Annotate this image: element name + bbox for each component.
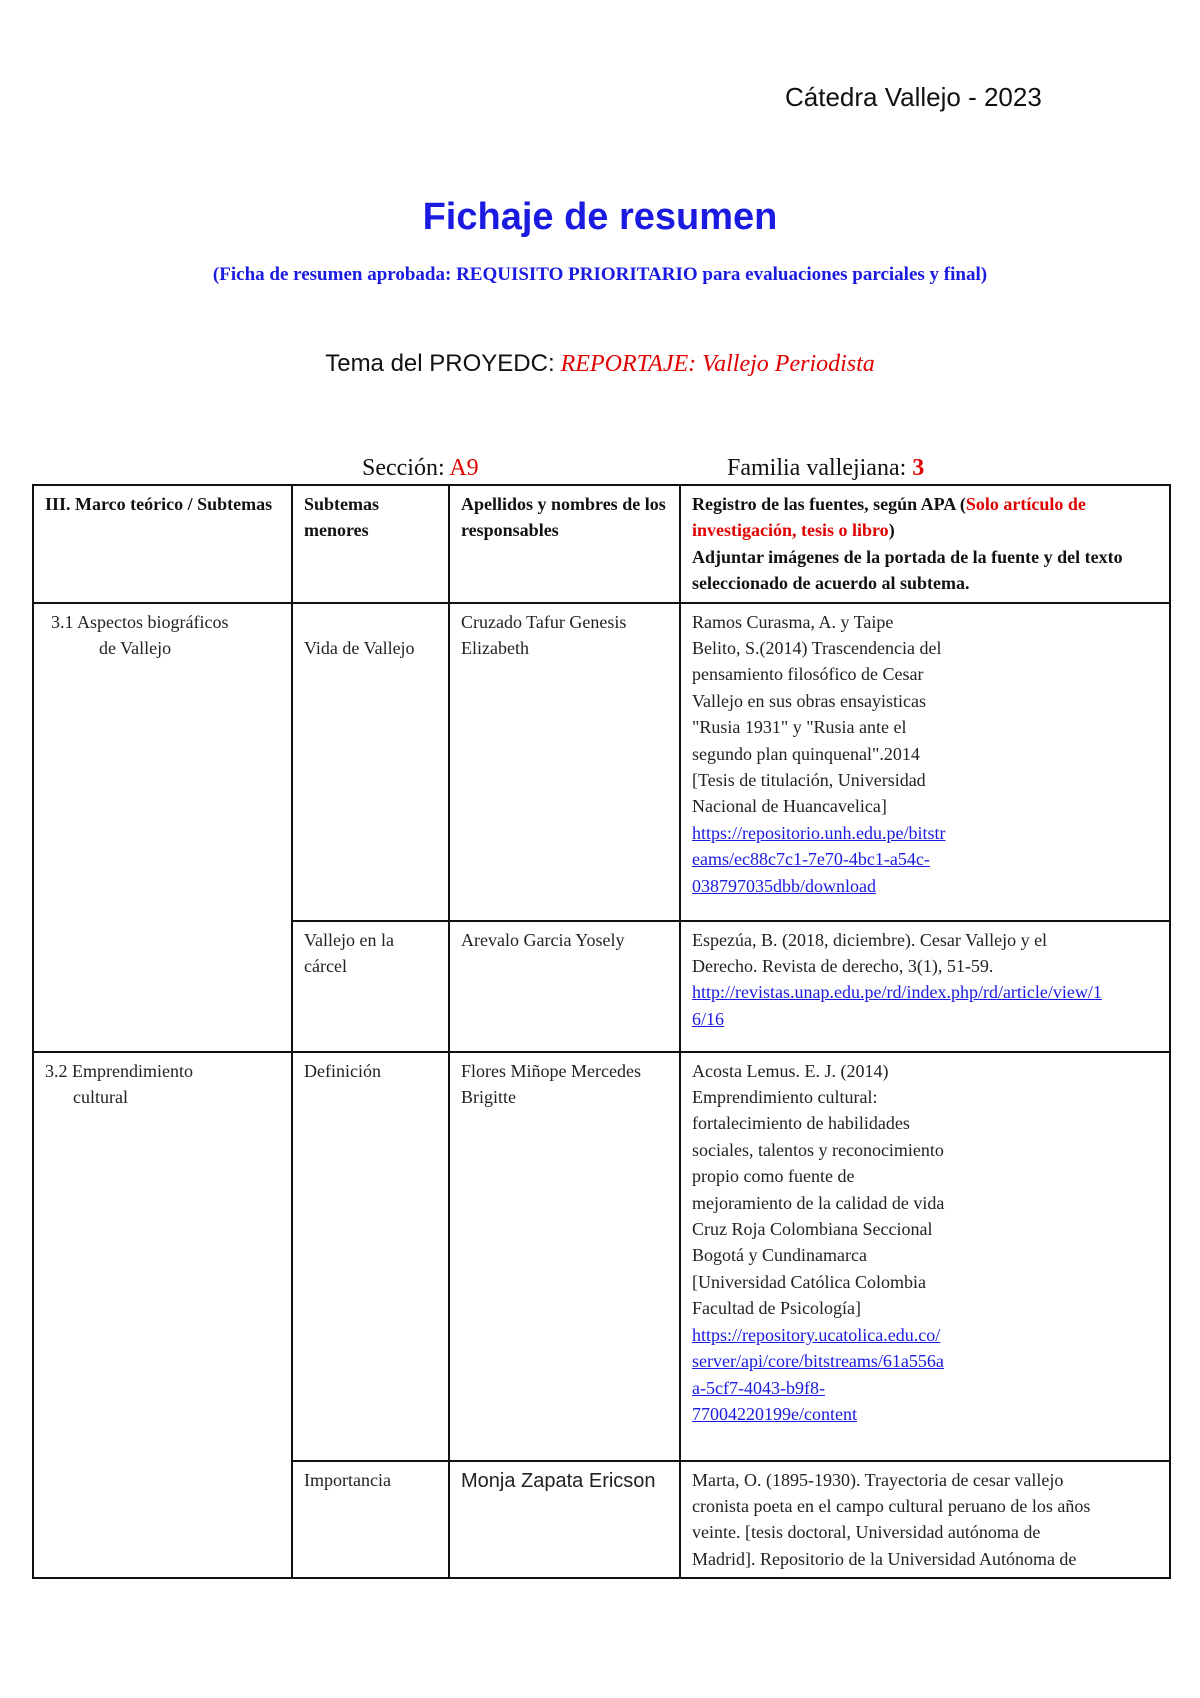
source-link[interactable]: a-5cf7-4043-b9f8-: [692, 1377, 825, 1398]
header-sources-close: ): [888, 520, 895, 541]
source-line: [Universidad Católica Colombia: [692, 1271, 926, 1292]
responsible-name: Monja Zapata Ericson: [461, 1469, 656, 1492]
source-link[interactable]: 6/16: [692, 1008, 725, 1029]
section-label: Sección:: [362, 455, 445, 481]
source-line: Bogotá y Cundinamarca: [692, 1245, 867, 1266]
source-line: sociales, talentos y reconocimiento: [692, 1139, 944, 1160]
page-subtitle: (Ficha de resumen aprobada: REQUISITO PRIORITARIO para evaluaciones parciales y final): [212, 264, 988, 285]
source-line: "Rusia 1931" y "Rusia ante el: [692, 717, 907, 738]
section-info: [362, 455, 479, 482]
source-line: Espezúa, B. (2018, diciembre). Cesar Vallejo y el: [692, 929, 1048, 950]
subtopic-label: Vida de Vallejo: [304, 637, 415, 658]
source-link[interactable]: https://repository.ucatolica.edu.co/: [692, 1324, 941, 1345]
topic-cell: [33, 603, 292, 1052]
topic-number: 3.2: [45, 1060, 68, 1081]
family-value: 3: [912, 455, 925, 481]
source-cell: [680, 1461, 1170, 1579]
source-line: veinte. [tesis doctoral, Universidad autónoma de: [692, 1522, 1041, 1543]
header-cell-subtopics: Subtemas menores: [292, 485, 449, 603]
source-link[interactable]: 77004220199e/content: [692, 1403, 857, 1424]
table-header-row: [33, 485, 1170, 603]
source-link[interactable]: 038797035dbb/download: [692, 875, 876, 896]
source-line: Marta, O. (1895-1930). Trayectoria de cesar vallejo: [692, 1469, 1064, 1490]
responsible-cell: Cruzado Tafur Genesis Elizabeth: [449, 603, 680, 921]
source-line: propio como fuente de: [692, 1166, 855, 1187]
project-theme: [0, 350, 1200, 378]
source-line: segundo plan quinquenal".2014: [692, 743, 920, 764]
source-link[interactable]: server/api/core/bitstreams/61a556a: [692, 1351, 944, 1372]
family-info: [727, 455, 924, 482]
source-line: fortalecimiento de habilidades: [692, 1113, 910, 1134]
topic-number: 3.1: [51, 611, 74, 632]
source-line: Vallejo en sus obras ensayisticas: [692, 690, 926, 711]
source-link[interactable]: http://revistas.unap.edu.pe/rd/index.php/rd/article/view/1: [692, 982, 1102, 1003]
header-cell-theory: III. Marco teórico / Subtemas: [33, 485, 292, 603]
source-line: cronista poeta en el campo cultural peruano de los años: [692, 1496, 1091, 1517]
topic-title-line1: Aspectos biográficos: [77, 611, 229, 632]
topic-title-line2: de Vallejo: [99, 638, 172, 659]
page-title: Fichaje de resumen: [422, 196, 778, 238]
header-cell-sources: [680, 485, 1170, 603]
responsible-cell: Arevalo Garcia Yosely: [449, 921, 680, 1052]
source-link[interactable]: https://repositorio.unh.edu.pe/bitstr: [692, 822, 946, 843]
source-line: Madrid]. Repositorio de la Universidad Autónoma de: [692, 1548, 1077, 1569]
subtopic-cell: Definición: [292, 1052, 449, 1461]
source-line: Facultad de Psicología]: [692, 1298, 861, 1319]
topic-title-line2: cultural: [73, 1087, 128, 1108]
responsible-cell: [449, 1461, 680, 1579]
table-row: [33, 603, 1170, 921]
source-link[interactable]: eams/ec88c7c1-7e70-4bc1-a54c-: [692, 849, 930, 870]
source-line: mejoramiento de la calidad de vida: [692, 1192, 945, 1213]
subtopic-cell: Importancia: [292, 1461, 449, 1579]
course-header: Cátedra Vallejo - 2023: [785, 82, 1042, 112]
source-line: pensamiento filosófico de Cesar: [692, 664, 924, 685]
source-line: Belito, S.(2014) Trascendencia del: [692, 638, 942, 659]
header-sources-instruction: Adjuntar imágenes de la portada de la fuente y del texto seleccionado de acuerdo al subtema.: [692, 546, 1123, 594]
source-cell: [680, 1052, 1170, 1461]
summary-table: [32, 484, 1171, 1579]
table-row: [33, 1052, 1170, 1461]
topic-cell: [33, 1052, 292, 1579]
source-line: Nacional de Huancavelica]: [692, 796, 887, 817]
source-line: Ramos Curasma, A. y Taipe: [692, 611, 894, 632]
subtopic-cell: [292, 603, 449, 921]
source-line: Acosta Lemus. E. J. (2014): [692, 1060, 889, 1081]
header-sources-note: Solo artículo de investigación, tesis o libro: [692, 494, 1086, 541]
source-line: Derecho. Revista de derecho, 3(1), 51-59.: [692, 956, 994, 977]
source-line: Cruz Roja Colombiana Seccional: [692, 1219, 933, 1240]
subtopic-cell: Vallejo en la cárcel: [292, 921, 449, 1052]
topic-title-line1: Emprendimiento: [72, 1060, 193, 1081]
source-line: [Tesis de titulación, Universidad: [692, 770, 926, 791]
header-cell-responsible: Apellidos y nombres de los responsables: [449, 485, 680, 603]
family-label: Familia vallejiana:: [727, 455, 907, 481]
header-sources-text: Registro de las fuentes, según APA (: [692, 494, 966, 514]
source-line: Emprendimiento cultural:: [692, 1087, 878, 1108]
theme-value: REPORTAJE: Vallejo Periodista: [560, 351, 875, 377]
source-cell: [680, 603, 1170, 921]
source-cell: [680, 921, 1170, 1052]
theme-label: Tema del PROYEDC:: [325, 350, 555, 377]
responsible-cell: Flores Miñope Mercedes Brigitte: [449, 1052, 680, 1461]
section-value: A9: [449, 455, 479, 481]
